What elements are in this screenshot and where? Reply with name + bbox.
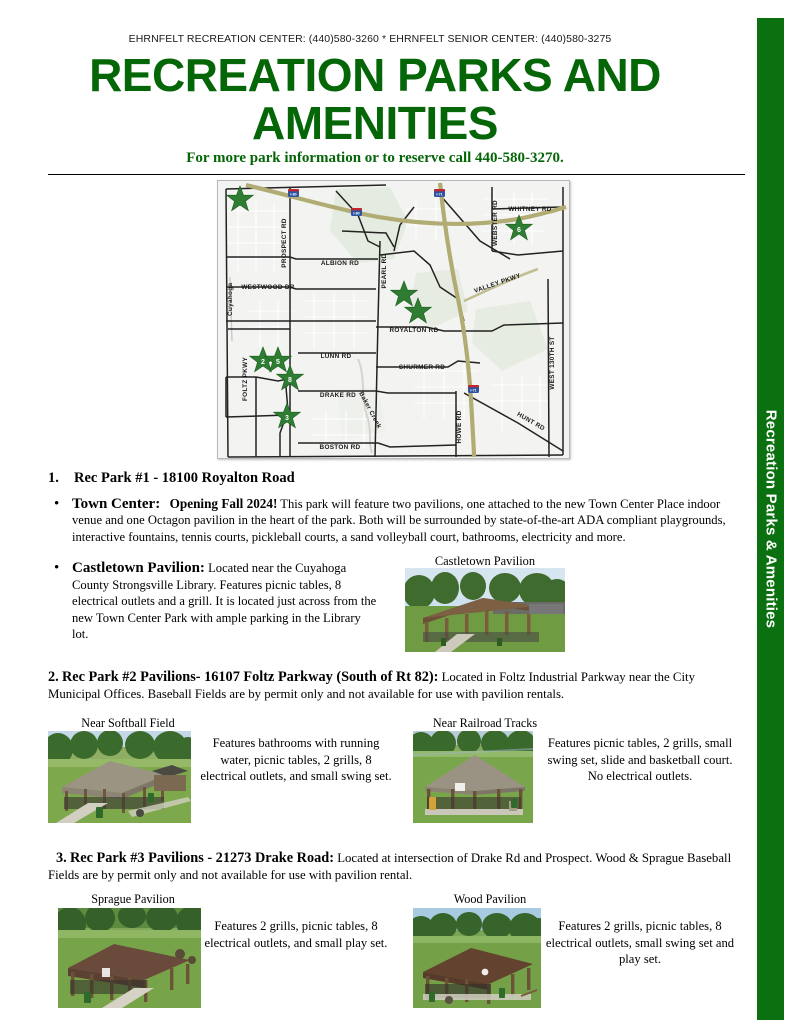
page-subtitle: For more park information or to reserve call 440-580-3270. <box>186 150 564 166</box>
bullet-marker-icon: • <box>54 560 60 576</box>
sprague-photo-caption: Sprague Pavilion <box>91 892 175 906</box>
castletown-body: Located near the Cuyahoga County Strongsville Library. Features picnic tables, 8 electrical outlets and a grill. It is located just across from the new Town Center Park with ample parking in the Library lot. <box>72 561 377 642</box>
near-softball-field-photo <box>48 731 191 823</box>
wood-pavilion-photo <box>413 908 541 1008</box>
svg-text:I-80: I-80 <box>290 192 297 197</box>
railroad-photo-caption: Near Railroad Tracks <box>432 716 538 730</box>
castletown-label: Castletown Pavilion: <box>72 560 205 576</box>
map-road-label: DRAKE RD <box>319 392 357 399</box>
bullet-town-center <box>48 496 738 545</box>
map-road-label: ROYALTON RD <box>389 327 439 334</box>
svg-text:I-80: I-80 <box>353 211 360 216</box>
highway-shield-icon <box>288 189 299 197</box>
section-1-title: Rec Park #1 - 18100 Royalton Road <box>74 470 295 486</box>
section-3-block <box>48 850 738 884</box>
wood-photo-description: Features 2 grills, picnic tables, 8 electrical outlets, small swing set and play set. <box>545 919 735 967</box>
castletown-photo-caption: Castletown Pavilion <box>434 554 536 568</box>
bullet-marker-icon: • <box>54 496 60 512</box>
section-3-heading: Rec Park #3 Pavilions - 21273 Drake Road: <box>69 850 335 866</box>
highway-shield-icon <box>468 385 479 393</box>
map-road-label: BOSTON RD <box>319 444 361 451</box>
castletown-pavilion-photo <box>405 568 565 652</box>
town-center-body: This park will feature two pavilions, one attached to the new Town Center Place indoor venue and one Octagon pavilion in the heart of the park. Both will be surrounded by state-of-the-art ADA compliant playgrounds, interactive fountains, tennis courts, pickleball courts, a sand volleyball court, bathrooms, electricity and more. <box>72 497 726 544</box>
sidebar-banner-label: Recreation Parks & Amenities <box>762 409 779 629</box>
map-road-label: FOLTZ PKWY <box>242 356 249 402</box>
page-title: RECREATION PARKS AND AMENITIES <box>89 49 661 149</box>
map-road-label: WEBSTER RD <box>492 200 499 246</box>
svg-text:2: 2 <box>261 359 265 366</box>
map-county-label: Cuyahoga <box>227 282 234 316</box>
map-road-label: WHITNEY RD <box>508 206 552 213</box>
svg-text:5: 5 <box>276 359 280 366</box>
map-road-label: SHURMER RD <box>398 364 446 371</box>
highway-shield-icon <box>351 208 362 216</box>
section-2-body: Located in Foltz Industrial Parkway near the City Municipal Offices. Baseball Fields are by permit only and not available for use with pavilion rentals. <box>48 670 695 701</box>
highway-shield-icon <box>434 189 445 197</box>
contact-header-line: EHRNFELT RECREATION CENTER: (440)580-3260 * EHRNFELT SENIOR CENTER: (440)580-3275 <box>128 33 612 45</box>
town-center-highlight: Opening Fall 2024! <box>169 496 278 511</box>
map-road-label: PROSPECT RD <box>281 218 288 268</box>
svg-text:6: 6 <box>517 227 521 234</box>
header-divider <box>48 174 745 175</box>
svg-text:3: 3 <box>285 415 289 422</box>
near-railroad-tracks-photo <box>413 731 533 823</box>
park-locations-map <box>217 180 570 459</box>
svg-text:8: 8 <box>288 377 292 384</box>
section-2-number: 2. <box>48 669 59 685</box>
map-road-label: LUNN RD <box>320 353 352 360</box>
map-road-label: WESTWOOD DR <box>241 284 295 291</box>
sidebar-banner <box>757 18 784 1020</box>
map-road-label: VALLEY PKWY <box>473 272 522 295</box>
section-2-heading: Rec Park #2 Pavilions- 16107 Foltz Parkway (South of Rt 82): <box>61 669 439 685</box>
softball-photo-description: Features bathrooms with running water, picnic tables, 2 grills, 8 electrical outlets, and small swing set. <box>200 736 392 784</box>
sprague-photo-description: Features 2 grills, picnic tables, 8 electrical outlets, and small play set. <box>204 919 388 950</box>
section-3-body: Located at intersection of Drake Rd and Prospect. Wood & Sprague Baseball Fields are by permit only and not available for use with pavilion rental. <box>48 851 732 882</box>
section-3-number: 3. <box>56 850 67 866</box>
wood-photo-caption: Wood Pavilion <box>453 892 527 906</box>
map-road-label: ALBION RD <box>320 260 360 267</box>
bullet-castletown-pavilion <box>48 560 378 643</box>
svg-text:I-71: I-71 <box>436 192 443 197</box>
railroad-photo-description: Features picnic tables, 2 grills, small swing set, slide and basketball court. No electrical outlets. <box>547 736 733 784</box>
map-road-label: HOWE RD <box>456 410 463 444</box>
map-road-label: WEST 130TH ST <box>549 336 556 390</box>
town-center-label: Town Center: <box>72 496 161 512</box>
section-1-number: 1. <box>48 470 59 486</box>
softball-photo-caption: Near Softball Field <box>81 716 175 730</box>
section-2-block <box>48 669 738 703</box>
section-1-heading <box>48 470 738 487</box>
svg-text:I-71: I-71 <box>470 388 477 393</box>
map-creek-label: Baker Creek <box>357 390 383 430</box>
map-road-label: HUNT RD <box>515 410 546 433</box>
map-road-label: PEARL RD <box>381 253 388 289</box>
sprague-pavilion-photo <box>58 908 201 1008</box>
